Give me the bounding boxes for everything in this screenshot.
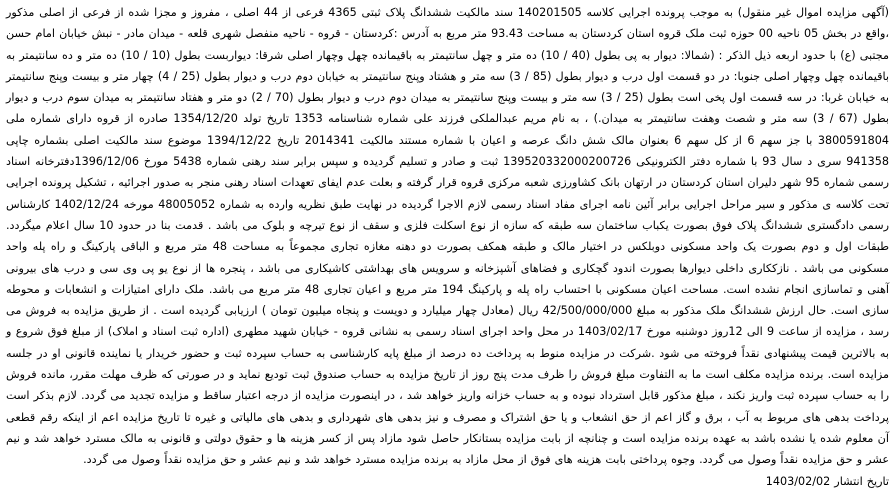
notice-body: (آگهی مزایده اموال غیر منقول) به موجب پرونده اجرایی کلاسه 140201505 سند مالکیت ششدانگ پلاک ثبتی 4365 فرعی از 44 اصلی ، مفروز و مجزا شده از فرعی از اصلی مذکور ،واقع در بخش 05 ناحیه 00 حوزه ثبت ملک قروه استان کردستان به مساحت 93.43 متر مربع به آدرس :کردستان - قروه - ناحیه منفصل شهری قلعه - میدان مادر - نبش خیابان امام حسن مجتبی (ع) با حدود اربعه ذیل الذکر : (شمالا: دیوار به پی بطول (40 / 10) ده متر و چهل سانتیمتر به باقیمانده چهل وچهار اصلی شرقا: دیواربست بطول (10 / 10) ده متر و ده سانتیمتر به باقیمانده چهل وچهار اصلی جنوبا: در دو قسمت اول درب و دیوار بطول (85 / 3) سه متر و هشتاد وپنج سانتیمتر به خیابان دوم درب و دیوار بطول (25 / 4) چهار متر و بیست وپنج سانتیمتر به خیابان غربا: در سه قسمت اول پخی است بطول (25 / 3) سه متر و بیست وپنج سانتیمتر به میدان دوم درب و دیوار بطول (70 / 2) دو متر و هفتاد سانتیمتر به میدان سوم درب و دیوار بطول (67 / 3) سه متر و شصت وهفت سانتیمتر به میدان.) ، به نام مریم عبدالملکی فرزند علی شماره شناسنامه 1353 تاریخ تولد 1354/12/20 صادره از قروه دارای شماره ملی 3800591804 با جز سهم 6 از کل سهم 6 بعنوان مالک شش دانگ عرصه و اعیان با شماره مستند مالکیت 2014341 تاریخ 1394/12/22 موضوع سند مالکیت اصلی بشماره چاپی 941358 سری د سال 93 با شماره دفتر الکترونیکی 139520332000200726 ثبت و صادر و تسلیم گردیده و سپس برابر سند رهنی شماره 5438 مورخ 1396/12/06دفترخانه اسناد رسمی شماره 95 شهر دلیران استان کردستان در ارتهان بانک کشاورزی شعبه مرکزی قروه قرار گرفته و بعلت عدم ایفای تعهدات اسناد رهنی منجر به صدور اجرائیه ، تشکیل پرونده اجرایی تحت کلاسه ی مذکور و سیر مراحل اجرایی برابر آئین نامه اجرای مفاد اسناد رسمی لازم الاجرا گردیده در نهایت طبق نظریه وارده به شماره 48005052 مورخه 1402/12/24 کارشناس رسمی دادگستری ششدانگ پلاک فوق بصورت یکباب ساختمان سه طبقه که سازه از نوع اسکلت فلزی و سقف از نوع تیرچه و بلوک می باشد . قدمت بنا در حدود 10 سال اعلام میگردد. طبقات اول و دوم بصورت یک واحد مسکونی دوبلکس در اختیار مالک و طبقه همکف بصورت دو دهنه مغازه تجاری مجموعاً به مساحت 48 متر مربع و الباقی پارکینگ و راه پله واحد مسکونی می باشد . نازککاری داخلی دیوارها بصورت اندود گچکاری و فضاهای آشپزخانه و سرویس های بهداشتی کاشیکاری می باشد ، پنجره ها از نوع یو پی وی سی و درب های بیرونی آهنی و تماسازی انجام نشده است. مساحت اعیان مسکونی با احتساب راه پله و پارکینگ 194 متر مربع و اعیان تجاری 48 متر مربع می باشد. ملک دارای امتیازات و انشعابات و محوطه سازی است. حال ارزش ششدانگ ملک مذکور به مبلغ 42/500/000/000 ریال (معادل چهار میلیارد و دویست و پنجاه میلیون تومان ) ارزیابی گردیده است . از طریق مزایده به فروش می رسد ، مزایده از ساعت 9 الی 12روز دوشنبه مورخ 1403/02/17 در محل واحد اجرای اسناد رسمی به نشانی قروه - خیابان شهید مطهری (اداره ثبت اسناد و املاک) از مبلغ فوق شروع و به بالاترین قیمت پیشنهادی نقداً فروخته می شود .شرکت در مزایده منوط به پرداخت ده درصد از مبلغ پایه کارشناسی به حساب سپرده ثبت و حضور خریدار یا نماینده قانونی او در جلسه مزایده است. برنده مزایده مکلف است ما به التفاوت مبلغ فروش را ظرف مدت پنج روز از تاریخ مزایده به حساب صندوق ثبت تودیع نماید و در صورتی که ظرف مهلت مقرر، مانده فروش را به حساب سپرده ثبت واریز نکند ، مبلغ مذکور قابل استرداد نبوده و به حساب خزانه واریز خواهد شد ، در اینصورت مزایده از درجه اعتبار ساقط و مزایده تجدید می گردد. لازم بذکر است پرداخت بدهی های مربوط به آب ، برق و گاز اعم از حق انشعاب و یا حق اشتراک و مصرف و نیز بدهی های شهرداری و بدهی های مالیاتی و غیره تا تاریخ مزایده اعم از اینکه رقم قطعی آن معلوم شده یا نشده باشد به عهده برنده مزایده است و چنانچه از بابت مزایده بستانکار حاصل شود مازاد پس از کسر هزینه ها و حقوق دولتی و قانونی به مالک مسترد خواهد شد و نیم عشر و حق مزایده نقداً وصول می گردد. وجوه پرداختی بابت هزینه های فوق از محل مازاد به برنده مزایده مسترد خواهد شد و نیم عشر و حق مزایده نقداً وصول می گردد. xyxy=(6,6,890,467)
publication-date: تاریخ انتشار 1403/02/02 xyxy=(765,474,889,488)
